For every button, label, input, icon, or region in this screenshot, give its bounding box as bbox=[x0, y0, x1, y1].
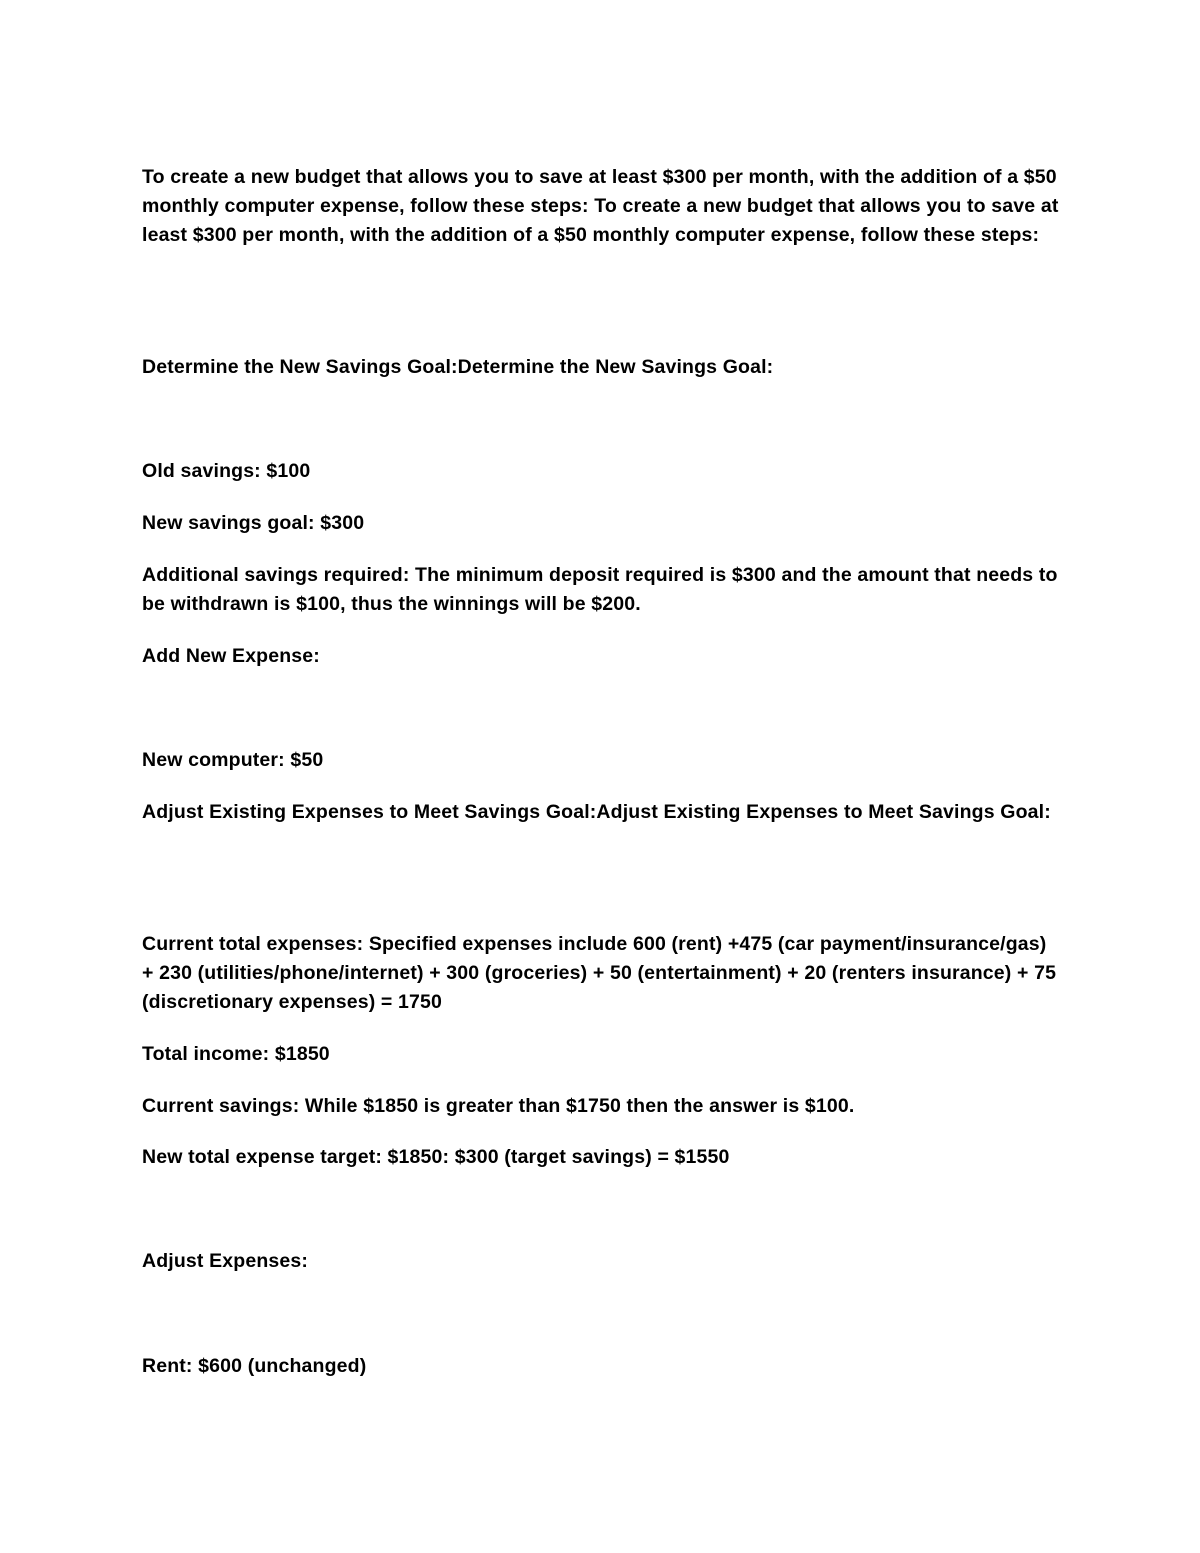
intro-paragraph: To create a new budget that allows you to save at least $300 per month, with the addition of a $50 monthly computer expense, follow these steps: To create a new budget that allows you to save at least $300 per month, with the addition of a $50 monthly computer expense, follow these steps: bbox=[142, 166, 1059, 246]
savings-goal-heading: Determine the New Savings Goal:Determine the New Savings Goal: bbox=[142, 356, 774, 378]
adjust-expenses-heading: Adjust Expenses: bbox=[142, 1250, 309, 1272]
current-savings-line: Current savings: While $1850 is greater than $1750 then the answer is $100. bbox=[142, 1095, 855, 1117]
adjust-existing-heading: Adjust Existing Expenses to Meet Savings Goal:Adjust Existing Expenses to Meet Savings Goal: bbox=[142, 801, 1051, 823]
new-computer-line: New computer: $50 bbox=[142, 749, 324, 771]
current-expenses-paragraph: Current total expenses: Specified expenses include 600 (rent) +475 (car payment/insurance/gas) + 230 (utilities/phone/internet) + 300 (groceries) + 50 (entertainment) + 20 (renters insurance) + 75 (discretionary expenses) = 1750 bbox=[142, 933, 1057, 1013]
expense-target-line: New total expense target: $1850: $300 (target savings) = $1550 bbox=[142, 1146, 730, 1168]
new-savings-goal-line: New savings goal: $300 bbox=[142, 512, 365, 534]
additional-savings-paragraph: Additional savings required: The minimum deposit required is $300 and the amount that needs to be withdrawn is $100, thus the winnings will be $200. bbox=[142, 564, 1058, 615]
rent-line: Rent: $600 (unchanged) bbox=[142, 1355, 367, 1377]
total-income-line: Total income: $1850 bbox=[142, 1043, 330, 1065]
old-savings-line: Old savings: $100 bbox=[142, 460, 311, 482]
add-expense-heading: Add New Expense: bbox=[142, 645, 320, 667]
